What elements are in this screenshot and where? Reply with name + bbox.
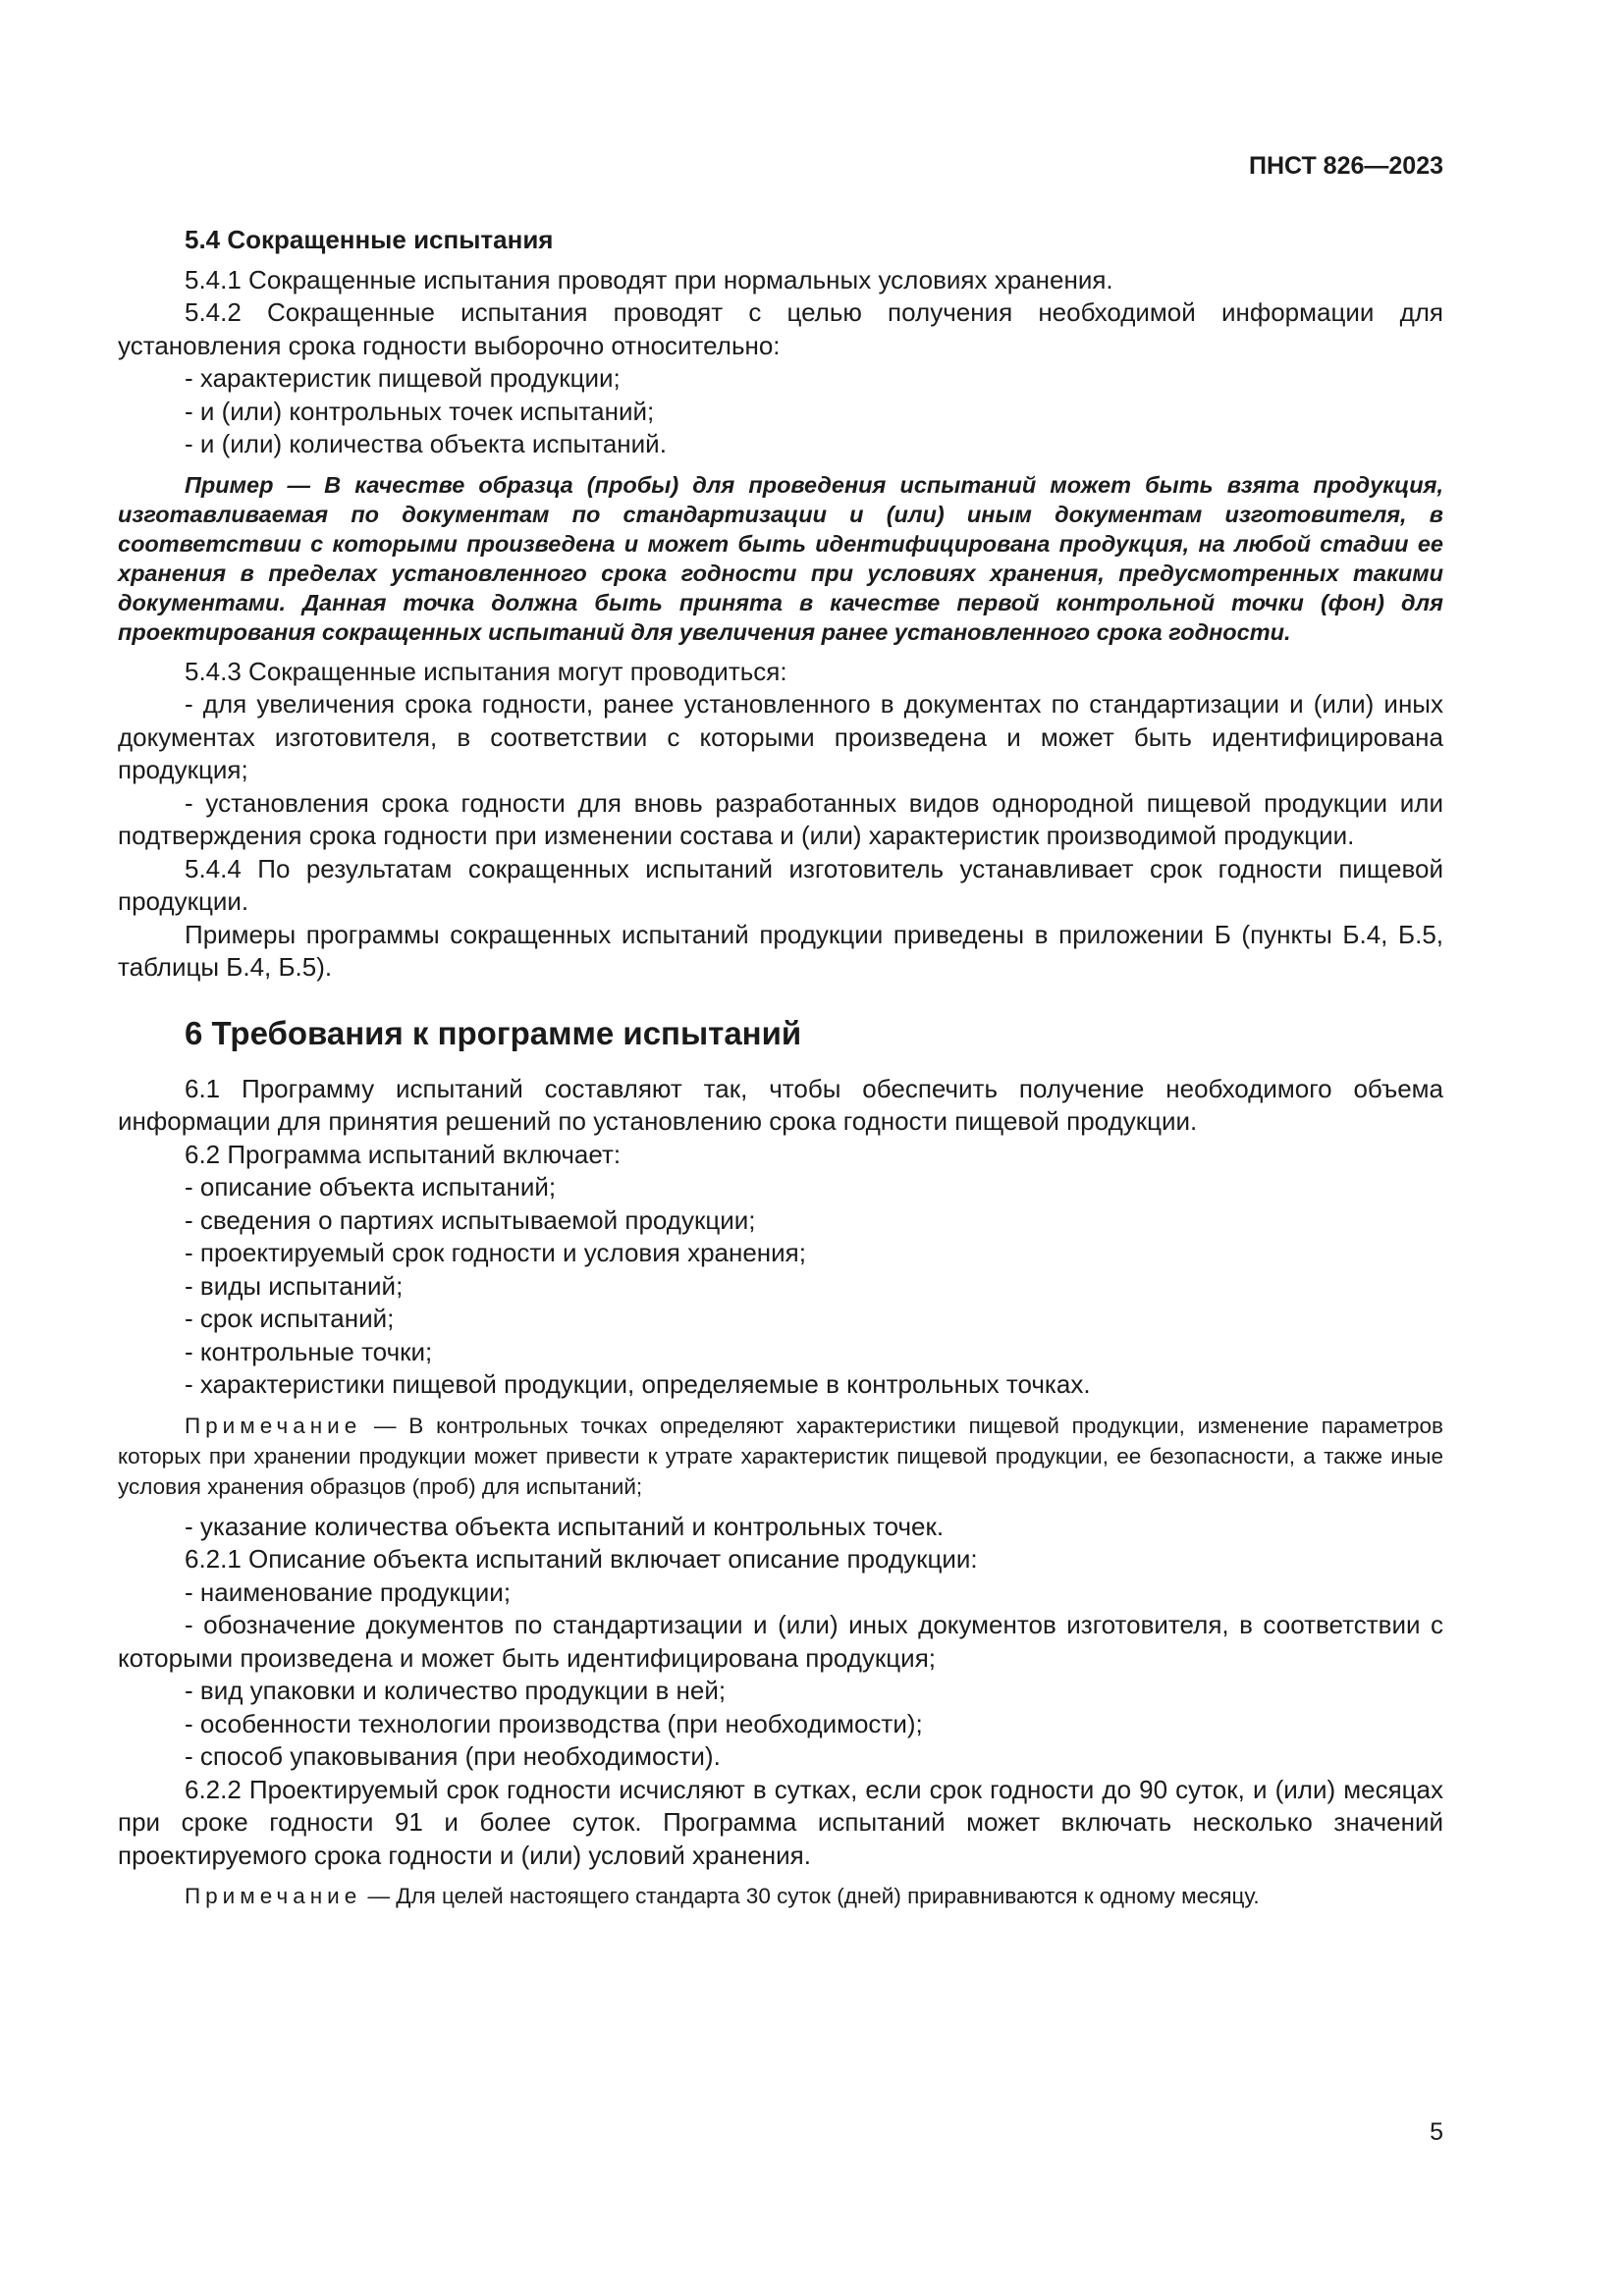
section-title-6: 6 Требования к программе испытаний (185, 1014, 802, 1051)
list-item: - и (или) контрольных точек испытаний; (185, 396, 655, 426)
paragraph-5-4-4: 5.4.4 По результатам сокращенных испытаний изготовитель устанавливает срок годности пищевой продукции. (118, 853, 1443, 916)
paragraph-5-4-3: 5.4.3 Сокращенные испытания могут проводиться: (185, 656, 787, 686)
list-item: - характеристики пищевой продукции, определяемые в контрольных точках. (185, 1369, 1091, 1399)
list-item: - установления срока годности для вновь разработанных видов однородной пищевой продукции или подтверждения срока годности при изменении состава и (или) характеристик производимой продукции. (118, 787, 1443, 850)
paragraph-6-1: 6.1 Программу испытаний составляют так, чтобы обеспечить получение необходимого объема информации для принятия решений по установлению срока годности пищевой продукции. (118, 1073, 1443, 1136)
list-item: - наименование продукции; (185, 1576, 512, 1607)
list-item: - для увеличения срока годности, ранее установленного в документах по стандартизации и (или) иных документах изготовителя, в соответствии с которыми произведена и может быть идентифицирована продукция; (118, 689, 1443, 784)
list-item: - проектируемый срок годности и условия хранения; (185, 1238, 806, 1267)
list-item: - особенности технологии производства (при необходимости); (185, 1708, 923, 1738)
list-item: - сведения о партиях испытываемой продукции; (185, 1204, 756, 1235)
paragraph-6-2-2: 6.2.2 Проектируемый срок годности исчисляют в сутках, если срок годности до 90 суток, и (или) месяцах при сроке годности 91 и более суток. Программа испытаний может включать несколько значений проектируемого срока годности и (или) условий хранения. (118, 1774, 1443, 1870)
list-item: - контрольные точки; (185, 1336, 433, 1366)
note-label: Примечание (185, 1413, 362, 1438)
paragraph-6-2-1: 6.2.1 Описание объекта испытаний включает описание продукции: (185, 1544, 978, 1574)
list-item: - вид упаковки и количество продукции в ней; (185, 1676, 727, 1705)
note-text: — В контрольных точках определяют характеристики пищевой продукции, изменение параметров которых при хранении продукции может привести к утрате характеристик пищевой продукции, ее безопасности, а также иные условия хранения образцов (проб) для испытаний; (118, 1413, 1443, 1499)
list-item: - виды испытаний; (185, 1270, 404, 1301)
document-code: ПНСТ 826—2023 (1249, 152, 1443, 180)
note-label: Примечание (185, 1884, 362, 1908)
list-item: - способ упаковывания (при необходимости). (185, 1741, 721, 1771)
list-item: - указание количества объекта испытаний и контрольных точек. (185, 1511, 945, 1541)
note-block (118, 1411, 1443, 1502)
note-text: — Для целей настоящего стандарта 30 суток (дней) приравниваются к одному месяцу. (361, 1884, 1260, 1908)
page-number: 5 (1430, 2118, 1443, 2146)
paragraph-5-4-2: 5.4.2 Сокращенные испытания проводят с целью получения необходимой информации для установления срока годности выборочно относительно: (118, 297, 1443, 360)
page-content (118, 224, 1443, 1911)
list-item: - характеристик пищевой продукции; (185, 363, 621, 393)
list-item: - срок испытаний; (185, 1304, 395, 1333)
subsection-title-5-4: 5.4 Сокращенные испытания (185, 225, 554, 254)
list-item: - обозначение документов по стандартизации и (или) иных документов изготовителя, в соответствии с которыми произведена и может быть идентифицирована продукция; (118, 1610, 1443, 1673)
list-item: - описание объекта испытаний; (185, 1172, 557, 1201)
example-block: Пример — В качестве образца (пробы) для проведения испытаний может быть взята продукция, изготавливаемая по документам по стандартизации и (или) иным документам изготовителя, в соответствии с которыми произведена и может быть идентифицирована продукция, на любой стадии ее хранения в пределах установленного срока годности при условиях хранения, предусмотренных такими документами. Данная точка должна быть принята в качестве первой контрольной точки (фон) для проектирования сокращенных испытаний для увеличения ранее установленного срока годности. (118, 471, 1443, 645)
list-item: - и (или) количества объекта испытаний. (185, 429, 667, 458)
note-block (118, 1881, 1443, 1911)
paragraph-6-2: 6.2 Программа испытаний включает: (185, 1139, 622, 1169)
paragraph-5-4-1: 5.4.1 Сокращенные испытания проводят при нормальных условиях хранения. (185, 264, 1113, 294)
paragraph-examples-reference: Примеры программы сокращенных испытаний продукции приведены в приложении Б (пункты Б.4, Б.5, таблицы Б.4, Б.5). (118, 919, 1443, 982)
